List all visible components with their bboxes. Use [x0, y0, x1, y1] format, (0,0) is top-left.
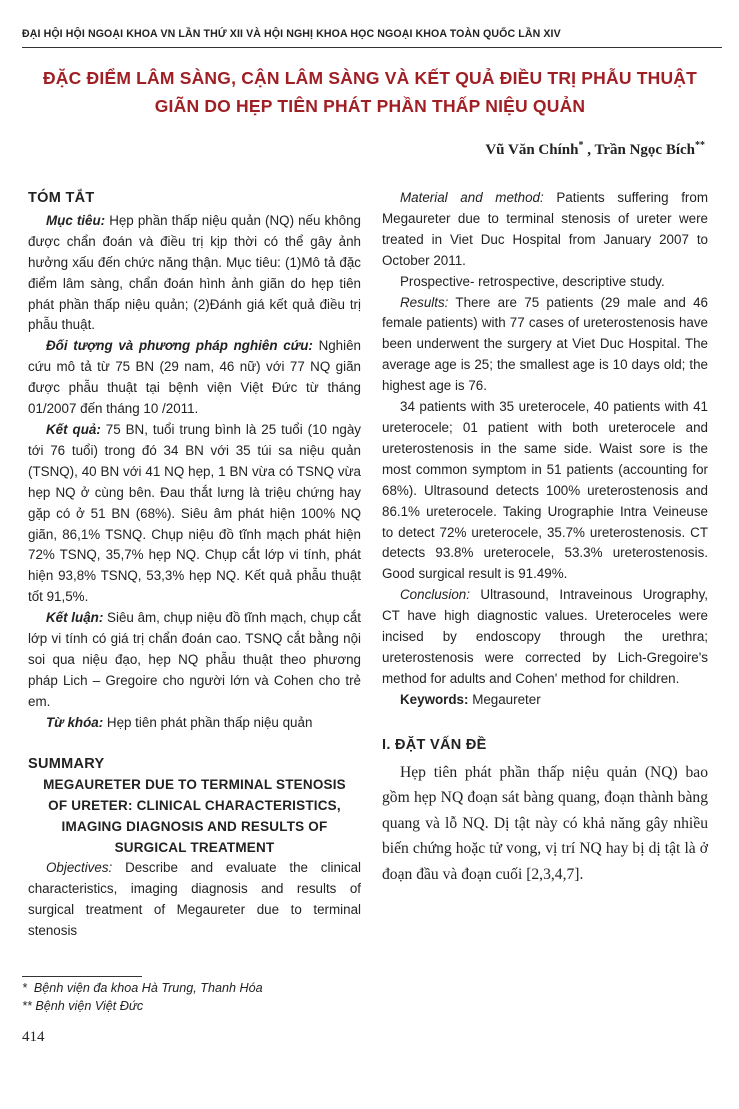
summary-keywords-text: Megaureter [468, 691, 541, 707]
left-column [28, 188, 361, 942]
methods-label: Đối tượng và phương pháp nghiên cứu: [46, 338, 313, 354]
summary-results-text: There are 75 patients (29 male and 46 female patients) with 77 cases of ureterostenosis have been underwent the surgery at Viet Duc Hospital. The average age is 25; the smallest age is 10 days old; the highest age is 76. [382, 294, 708, 394]
keywords-label: Từ khóa: [46, 714, 104, 730]
summary-material [382, 188, 708, 272]
page-number: 414 [22, 1029, 45, 1045]
abstract-objective [28, 211, 361, 336]
abstract-results [28, 420, 361, 608]
footnote-1-mark: * [22, 981, 27, 995]
footnote-1 [22, 981, 263, 995]
footnote-rule [22, 976, 142, 977]
results-text: 75 BN, tuổi trung bình là 25 tuổi (10 ngày tới 76 tuổi) trong đó 34 BN với 35 túi sa niệu quản (TSNQ), 40 BN với 41 NQ hẹp, 1 BN vừa có TSNQ vừa hẹp NQ ở cùng bên. Đau thắt lưng là triệu chứng hay gặp có ở 51 BN (68%). Siêu âm phát hiện 100% NQ giãn, 86,1% TSNQ. Chụp niệu đồ tĩnh mạch phát hiện 72% TSNQ, 35,7% hẹp NQ. Chụp cắt lớp vi tính, phát hiện 93,8% TSNQ, 53,3% hẹp NQ. Kết quả phẫu thuật tốt 91,5%. [28, 421, 361, 605]
objectives-label: Objectives: [46, 860, 113, 876]
author-separator: , [583, 142, 595, 158]
summary-heading: SUMMARY [28, 755, 105, 772]
abstract-conclusion [28, 608, 361, 713]
footnote-2-mark: ** [22, 999, 32, 1013]
summary-design: Prospective- retrospective, descriptive study. [400, 273, 665, 289]
summary-results-2: 34 patients with 35 ureterocele, 40 patients with 41 ureterocele; 01 patient with both ureterocele and ureterostenosis in the same side. Waist sore is the most common symptom in 51 patients (accounting for 68%). Ultrasound detects 100% ureterostenosis and 86.1% ureterocele. Taking Urographie Intra Veineuse to detect 72% ureterocele, 35.7% ureterostenosis. CT detects 93.8% ureterocele, 53.3% ureterostenosis. Good surgical result is 91.49%. [382, 399, 708, 582]
objective-text: Hẹp phần thấp niệu quản (NQ) nếu không được chẩn đoán và điều trị kịp thời có thể gây ảnh hưởng xấu đến chức năng thận. Mục tiêu: (1)Mô tả đặc điểm lâm sàng, chẩn đoán hình ảnh giãn do hẹp tiên phát phần thấp niệu quản; (2)Đánh giá kết quả điều trị phẫu thuật. [28, 212, 361, 333]
running-header: ĐẠI HỘI HỘI NGOẠI KHOA VN LẦN THỨ XII VÀ HỘI NGHỊ KHOA HỌC NGOẠI KHOA TOÀN QUỐC LẦN XIV [22, 28, 561, 40]
conclusion-text: Siêu âm, chụp niệu đồ tĩnh mạch, chụp cắt lớp vi tính có giá trị chẩn đoán cao. TSNQ cắt bằng nội soi qua niệu đạo, hẹp NQ phẫu thuật theo phương pháp Lich – Gregoire cho người lớn và Cohen cho trẻ em. [28, 610, 361, 709]
results-label: Kết quả: [46, 421, 101, 437]
summary-title: MEGAURETER DUE TO TERMINAL STENOSIS OF URETER: CLINICAL CHARACTERISTICS, IMAGING DIAGNOSIS AND RESULTS OF SURGICAL TREATMENT [43, 777, 346, 856]
author-line [485, 140, 705, 159]
author-1: Vũ Văn Chính [485, 142, 579, 158]
header-rule [22, 47, 722, 48]
right-column [382, 188, 708, 887]
summary-keywords-label: Keywords: [400, 691, 469, 707]
summary-conclusion-label: Conclusion: [400, 587, 470, 603]
author-2: Trần Ngọc Bích [594, 142, 695, 158]
material-text: Patients suffering from Megaureter due to terminal stenosis of ureter were treated in Viet Duc Hospital from January 2007 to October 2011. [382, 190, 708, 268]
summary-conclusion-text: Ultrasound, Intraveinous Urography, CT have high diagnostic values. Ureteroceles were incised by endoscopy through the urethra; ureterostenosis were corrected by Lich-Gregoire's method for adults and Cohen' method for children. [382, 587, 708, 686]
paper-title-line-1: ĐẶC ĐIỂM LÂM SÀNG, CẬN LÂM SÀNG VÀ KẾT QUẢ ĐIỀU TRỊ PHẪU THUẬT [42, 68, 698, 88]
objectives-text: Describe and evaluate the clinical characteristics, imaging diagnosis and results of surgical treatment of Megaureter due to terminal stenosis [28, 860, 361, 939]
section-1-text: Hẹp tiên phát phần thấp niệu quản (NQ) bao gồm hẹp NQ đoạn sát bàng quang, đoạn thành bàng quang và lỗ NQ. Dị tật này có khả năng gây nhiều biến chứng hoặc tử vong, vị trí NQ hay bị dị tật là ở đoạn đầu và đoạn cuối [2,3,4,7]. [382, 763, 708, 883]
abstract-heading: TÓM TẮT [28, 190, 95, 206]
paper-title-line-2: GIÃN DO HẸP TIÊN PHÁT PHẦN THẤP NIỆU QUẢN [154, 96, 586, 116]
conclusion-label: Kết luận: [46, 610, 104, 626]
footnote-2-text: Bệnh viện Việt Đức [35, 999, 144, 1013]
author-1-mark: * [578, 140, 584, 151]
summary-results-label: Results: [400, 294, 449, 310]
abstract-methods [28, 336, 361, 420]
footnote-2 [22, 999, 143, 1013]
summary-objectives [28, 858, 361, 942]
section-1-heading: I. ĐẶT VẤN ĐỀ [382, 736, 487, 753]
summary-conclusion [382, 585, 708, 690]
author-2-mark: ** [695, 140, 705, 151]
summary-keywords [382, 690, 708, 711]
footnote-1-text: Bệnh viện đa khoa Hà Trung, Thanh Hóa [33, 981, 263, 995]
keywords-text: Hẹp tiên phát phần thấp niệu quản [103, 714, 313, 730]
objective-label: Mục tiêu: [46, 212, 106, 228]
material-label: Material and method: [400, 190, 544, 205]
methods-text: Nghiên cứu mô tả từ 75 BN (29 nam, 46 nữ) với 77 NQ giãn được phẫu thuật tại bệnh viện Việt Đức từ tháng 01/2007 đến tháng 10 /2011. [28, 338, 361, 417]
abstract-keywords [28, 713, 361, 734]
summary-results [382, 293, 708, 398]
